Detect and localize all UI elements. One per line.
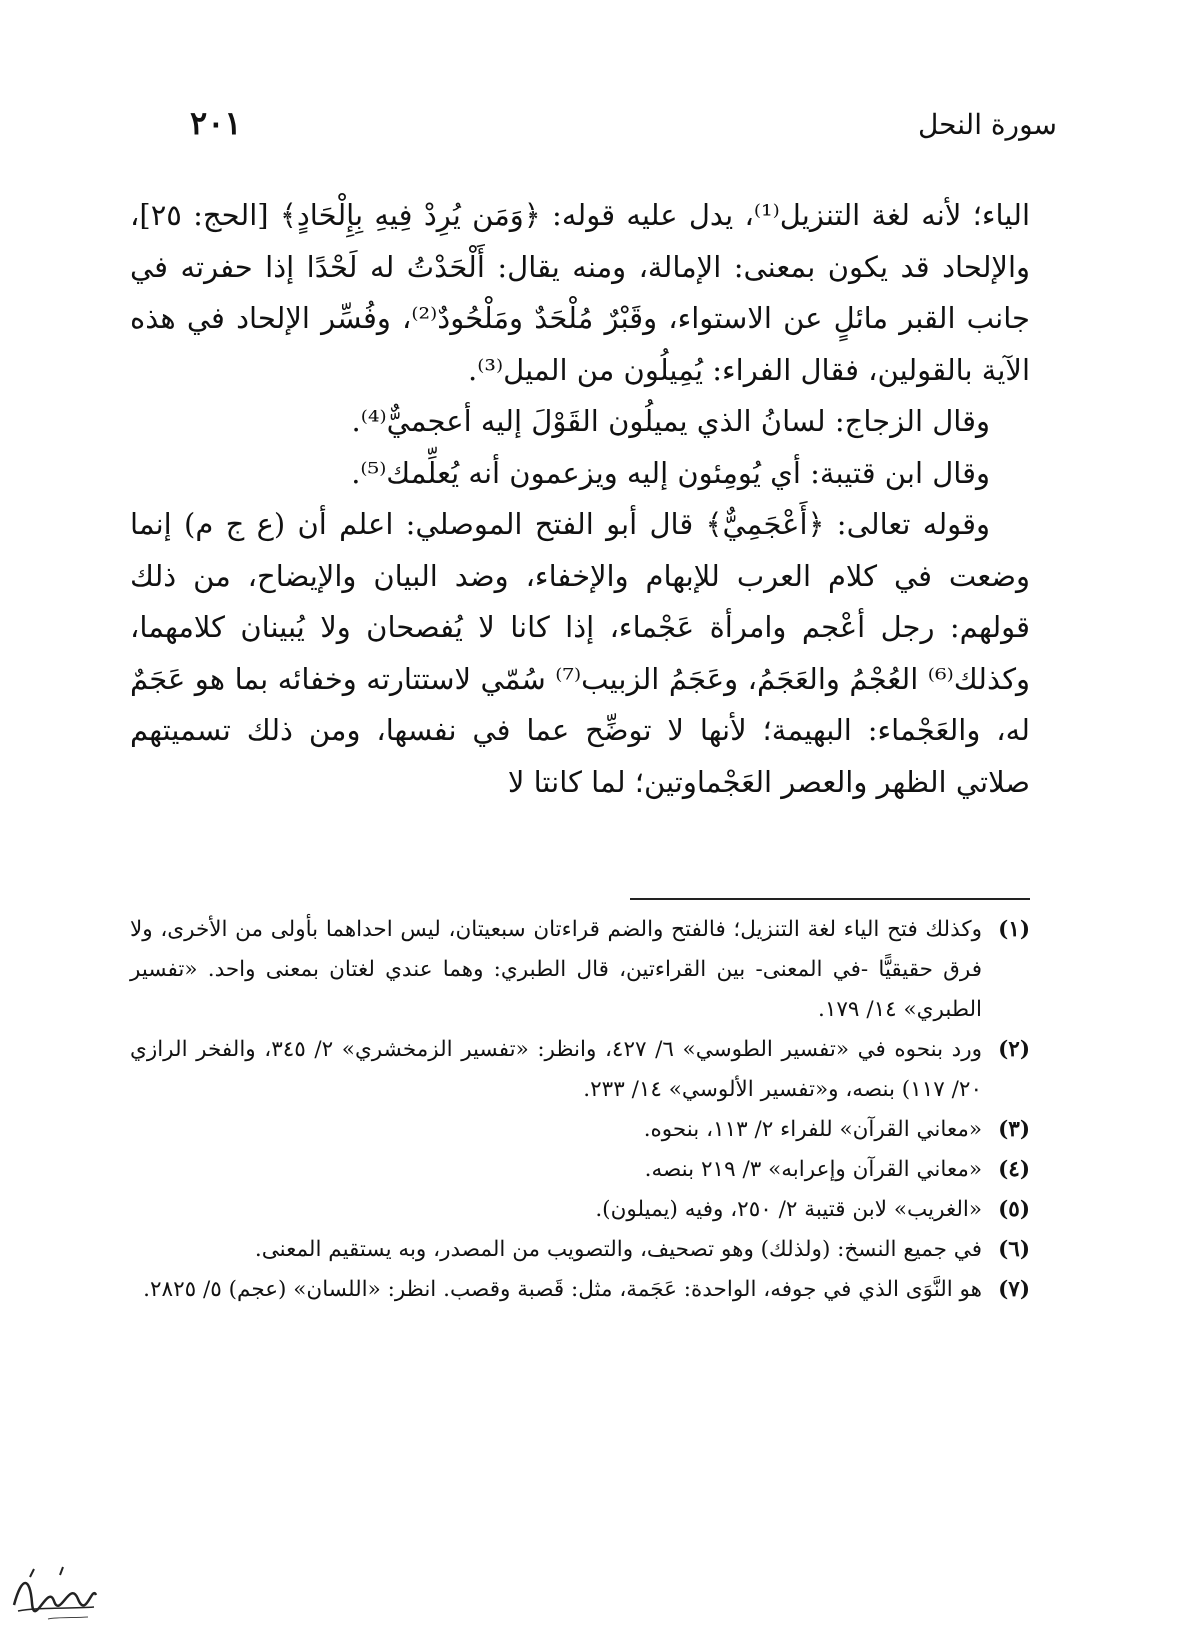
footnote-number: (٣) [998, 1117, 1030, 1142]
footnote [130, 1270, 1030, 1310]
paragraph: الياء؛ لأنه لغة التنزيل⁽¹⁾، يدل عليه قوله: ﴿وَمَن يُرِدْ فِيهِ بِإِلْحَادٍ﴾ [الحج: ٢٥]، والإلحاد قد يكون بمعنى: الإمالة، ومنه يقال: أَلْحَدْتُ له لَحْدًا إذا حفرته في جانب القبر مائلٍ عن الاستواء، وقَبْرٌ مُلْحَدٌ ومَلْحُودٌ⁽²⁾، وفُسِّر الإلحاد في هذه الآية بالقولين، فقال الفراء: يُمِيلُون من الميل⁽³⁾. [130, 198, 1031, 387]
publisher-logo [8, 1565, 100, 1629]
footnote-number: (٧) [998, 1277, 1030, 1302]
footnote-number: (١) [998, 917, 1030, 942]
footnote [130, 1230, 1030, 1270]
paragraph: وقال الزجاج: لسانُ الذي يميلُون القَوْلَ إليه أعجميٌّ⁽⁴⁾. [351, 404, 990, 438]
footnote-divider [630, 898, 1030, 900]
page-header [120, 100, 1065, 150]
paragraph: وقال ابن قتيبة: أي يُومِئون إليه ويزعمون أنه يُعلِّمك⁽⁵⁾. [351, 455, 990, 490]
footnote-number: (٦) [998, 1237, 1030, 1262]
footnote [130, 1190, 1030, 1230]
page-number: ٢٠١ [190, 104, 242, 142]
footnote-text: «معاني القرآن» للفراء ٢/ ١١٣، بنحوه. [643, 1117, 982, 1142]
running-title: سورة النحل [917, 108, 1057, 141]
footnote [130, 1110, 1030, 1150]
footnote-text: هو النَّوَى الذي في جوفه، الواحدة: عَجَمة، مثل: قَصبة وقصب. انظر: «اللسان» (عجم) ٥/ ٢٨٢٥. [143, 1277, 982, 1302]
main-text [130, 190, 1030, 808]
paragraph: وقوله تعالى: ﴿أَعْجَمِيٌّ﴾ قال أبو الفتح الموصلي: اعلم أن (ع ج م) إنما وضعت في كلام العرب للإبهام والإخفاء، وضد البيان والإيضاح، من ذلك قولهم: رجل أعْجم وامرأة عَجْماء، إذا كانا لا يُفصحان ولا يُبينان كلامهما، وكذلك⁽⁶⁾ العُجْمُ والعَجَمُ، وعَجَمُ الزبيب⁽⁷⁾ سُمّي لاستتارته وخفائه بما هو عَجَمٌ له، والعَجْماء: البهيمة؛ لأنها لا توضِّح عما في نفسها، ومن ذلك تسميتهم صلاتي الظهر والعصر العَجْماوتين؛ لما كانتا لا [130, 507, 1031, 799]
footnote-text: «معاني القرآن وإعرابه» ٣/ ٢١٩ بنصه. [644, 1157, 982, 1182]
footnote [130, 910, 1030, 1030]
footnotes [130, 910, 1030, 1310]
footnote-text: «الغريب» لابن قتيبة ٢/ ٢٥٠، وفيه (يميلون). [595, 1197, 982, 1222]
footnote [130, 1150, 1030, 1190]
footnote-text: في جميع النسخ: (ولذلك) وهو تصحيف، والتصويب من المصدر، وبه يستقيم المعنى. [254, 1237, 982, 1262]
footnote-text: ورد بنحوه في «تفسير الطوسي» ٦/ ٤٢٧، وانظر: «تفسير الزمخشري» ٢/ ٣٤٥، والفخر الرازي ٢٠/ ١١٧) بنصه، و«تفسير الألوسي» ١٤/ ٢٣٣. [130, 1037, 983, 1102]
footnote-number: (٢) [998, 1037, 1030, 1062]
footnote-number: (٥) [998, 1197, 1030, 1222]
footnote [130, 1030, 1030, 1110]
footnote-text: وكذلك فتح الياء لغة التنزيل؛ فالفتح والضم قراءتان سبعيتان، ليس احداهما بأولى من الأخرى، ولا فرق حقيقيًّا -في المعنى- بين القراءتين، قال الطبري: وهما عندي لغتان بمعنى واحد. «تفسير الطبري» ١٤/ ١٧٩. [130, 917, 982, 1022]
footnote-number: (٤) [998, 1157, 1030, 1182]
